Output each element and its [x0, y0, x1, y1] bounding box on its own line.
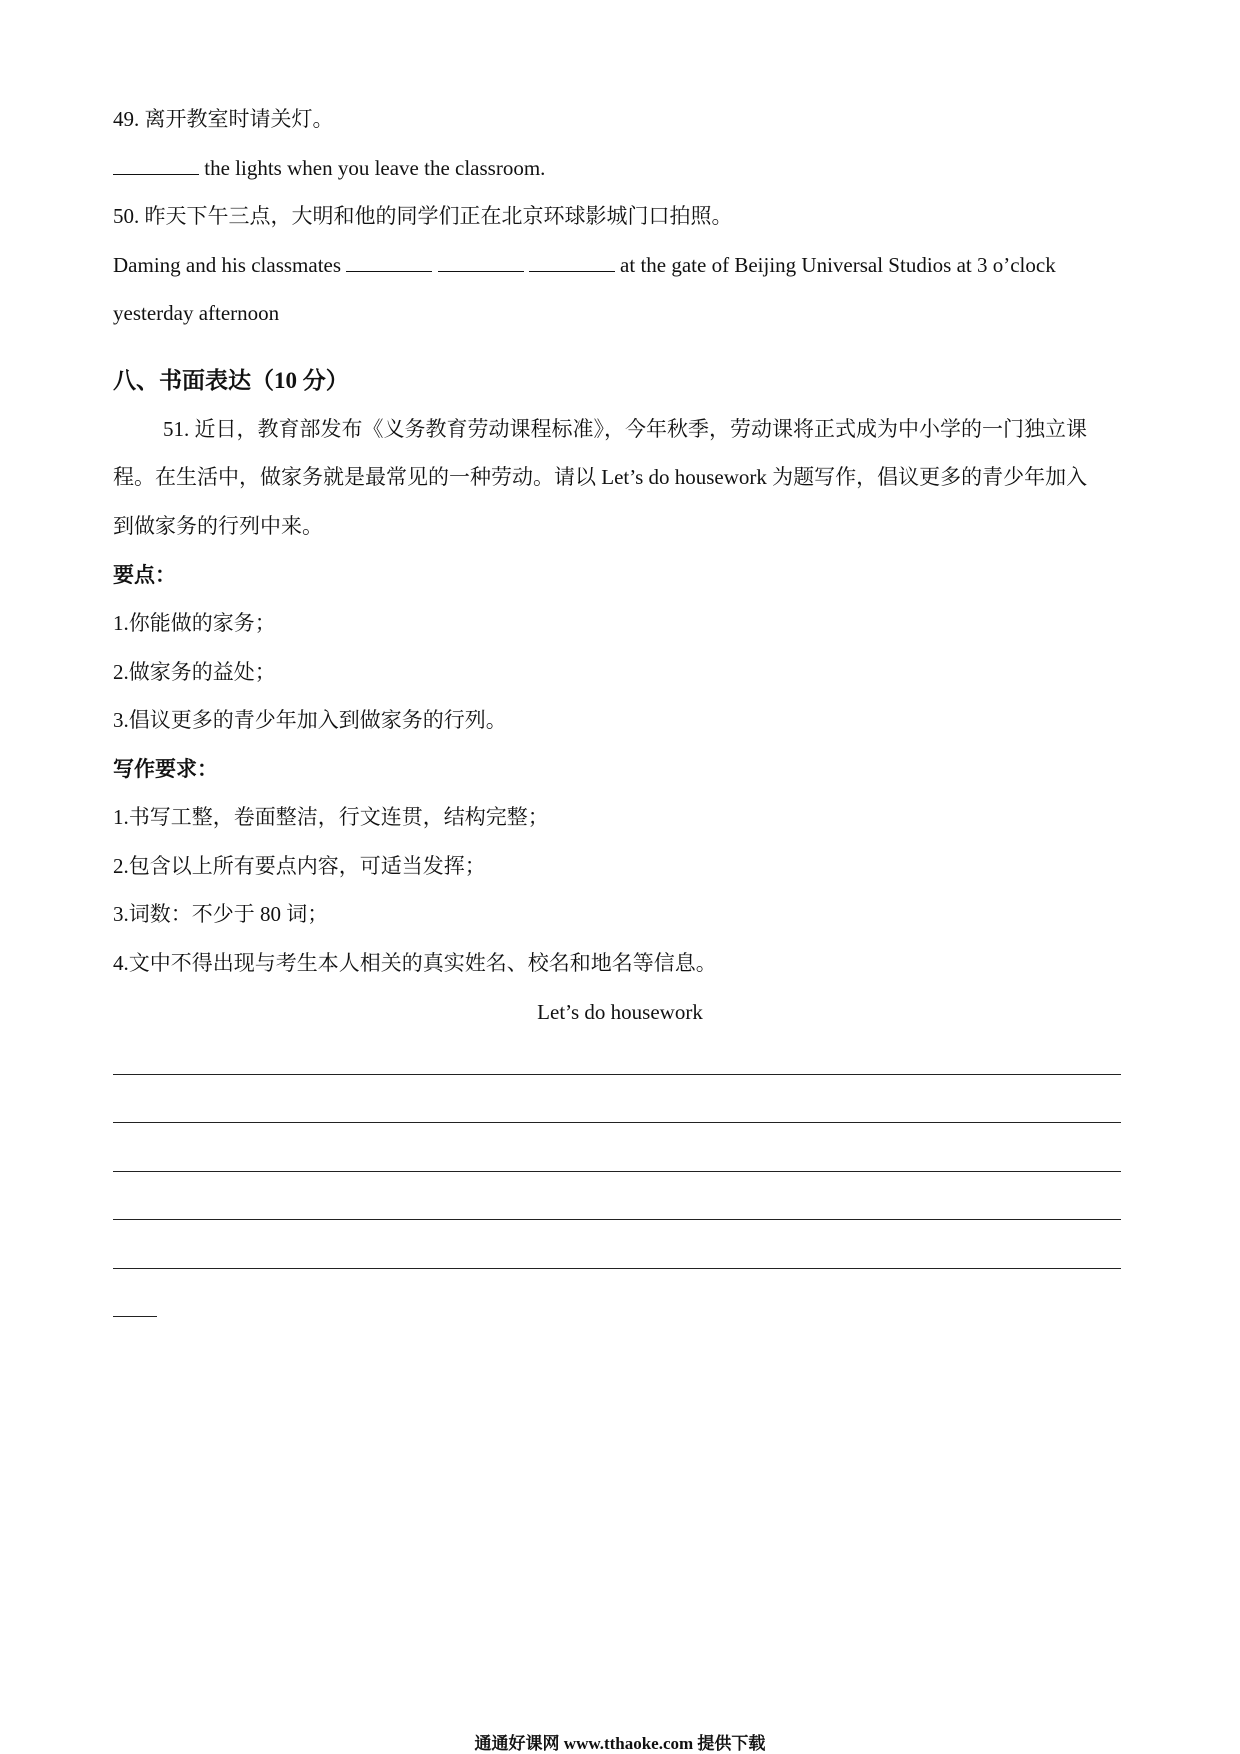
q50-answer-blank-2[interactable] [438, 251, 524, 272]
q50-sentence-end: at the gate of Beijing Universal Studios at 3 o’clock [620, 253, 1056, 277]
q50-sentence-wrap: yesterday afternoon [113, 301, 280, 325]
q50-answer-blank-1[interactable] [346, 251, 432, 272]
writing-line-short[interactable] [113, 1316, 157, 1317]
requirement-item: 3.词数：不少于 80 词； [113, 902, 329, 926]
point-item: 2.做家务的益处； [113, 660, 276, 684]
writing-line[interactable] [113, 1171, 1121, 1172]
q49-sentence: the lights when you leave the classroom. [204, 156, 546, 180]
q51-prompt-line-3: 到做家务的行列中来。 [113, 514, 323, 538]
writing-line[interactable] [113, 1268, 1121, 1269]
requirement-item: 1.书写工整，卷面整洁，行文连贯，结构完整； [113, 805, 549, 829]
q51-prompt-line-2: 程。在生活中，做家务就是最常见的一种劳动。请以 Let’s do housework 为题写作，倡议更多的青少年加入 [113, 465, 1088, 489]
requirements-title: 写作要求： [113, 757, 218, 781]
page-footer: 通通好课网 www.tthaoke.com 提供下载 [474, 1734, 766, 1753]
requirement-item: 4.文中不得出现与考生本人相关的真实姓名、校名和地名等信息。 [113, 951, 717, 975]
requirement-item: 2.包含以上所有要点内容，可适当发挥； [113, 854, 486, 878]
q49-sentence-line [113, 153, 545, 183]
section-8-title: 八、书面表达（10 分） [113, 368, 349, 393]
q49-number: 49. [113, 107, 140, 131]
writing-line[interactable] [113, 1074, 1121, 1075]
q49-answer-blank[interactable] [113, 154, 199, 175]
writing-line[interactable] [113, 1219, 1121, 1220]
points-title: 要点： [113, 563, 176, 587]
point-item: 3.倡议更多的青少年加入到做家务的行列。 [113, 708, 507, 732]
point-item: 1.你能做的家务； [113, 611, 276, 635]
q51-prompt-line-1: 51. 近日，教育部发布《义务教育劳动课程标准》，今年秋季，劳动课将正式成为中小学的一门独立课 [163, 417, 1087, 441]
q50-sentence-line [113, 250, 1056, 280]
q50-answer-blank-3[interactable] [529, 251, 615, 272]
q50-sentence-start: Daming and his classmates [113, 253, 342, 277]
q50-prompt: 昨天下午三点，大明和他的同学们正在北京环球影城门口拍照。 [144, 204, 733, 228]
writing-line[interactable] [113, 1122, 1121, 1123]
q49-prompt-line [113, 104, 334, 134]
q50-prompt-line [113, 201, 733, 231]
q49-prompt: 离开教室时请关灯。 [144, 107, 334, 131]
essay-title: Let’s do housework [537, 1000, 703, 1024]
q50-number: 50. [113, 204, 140, 228]
